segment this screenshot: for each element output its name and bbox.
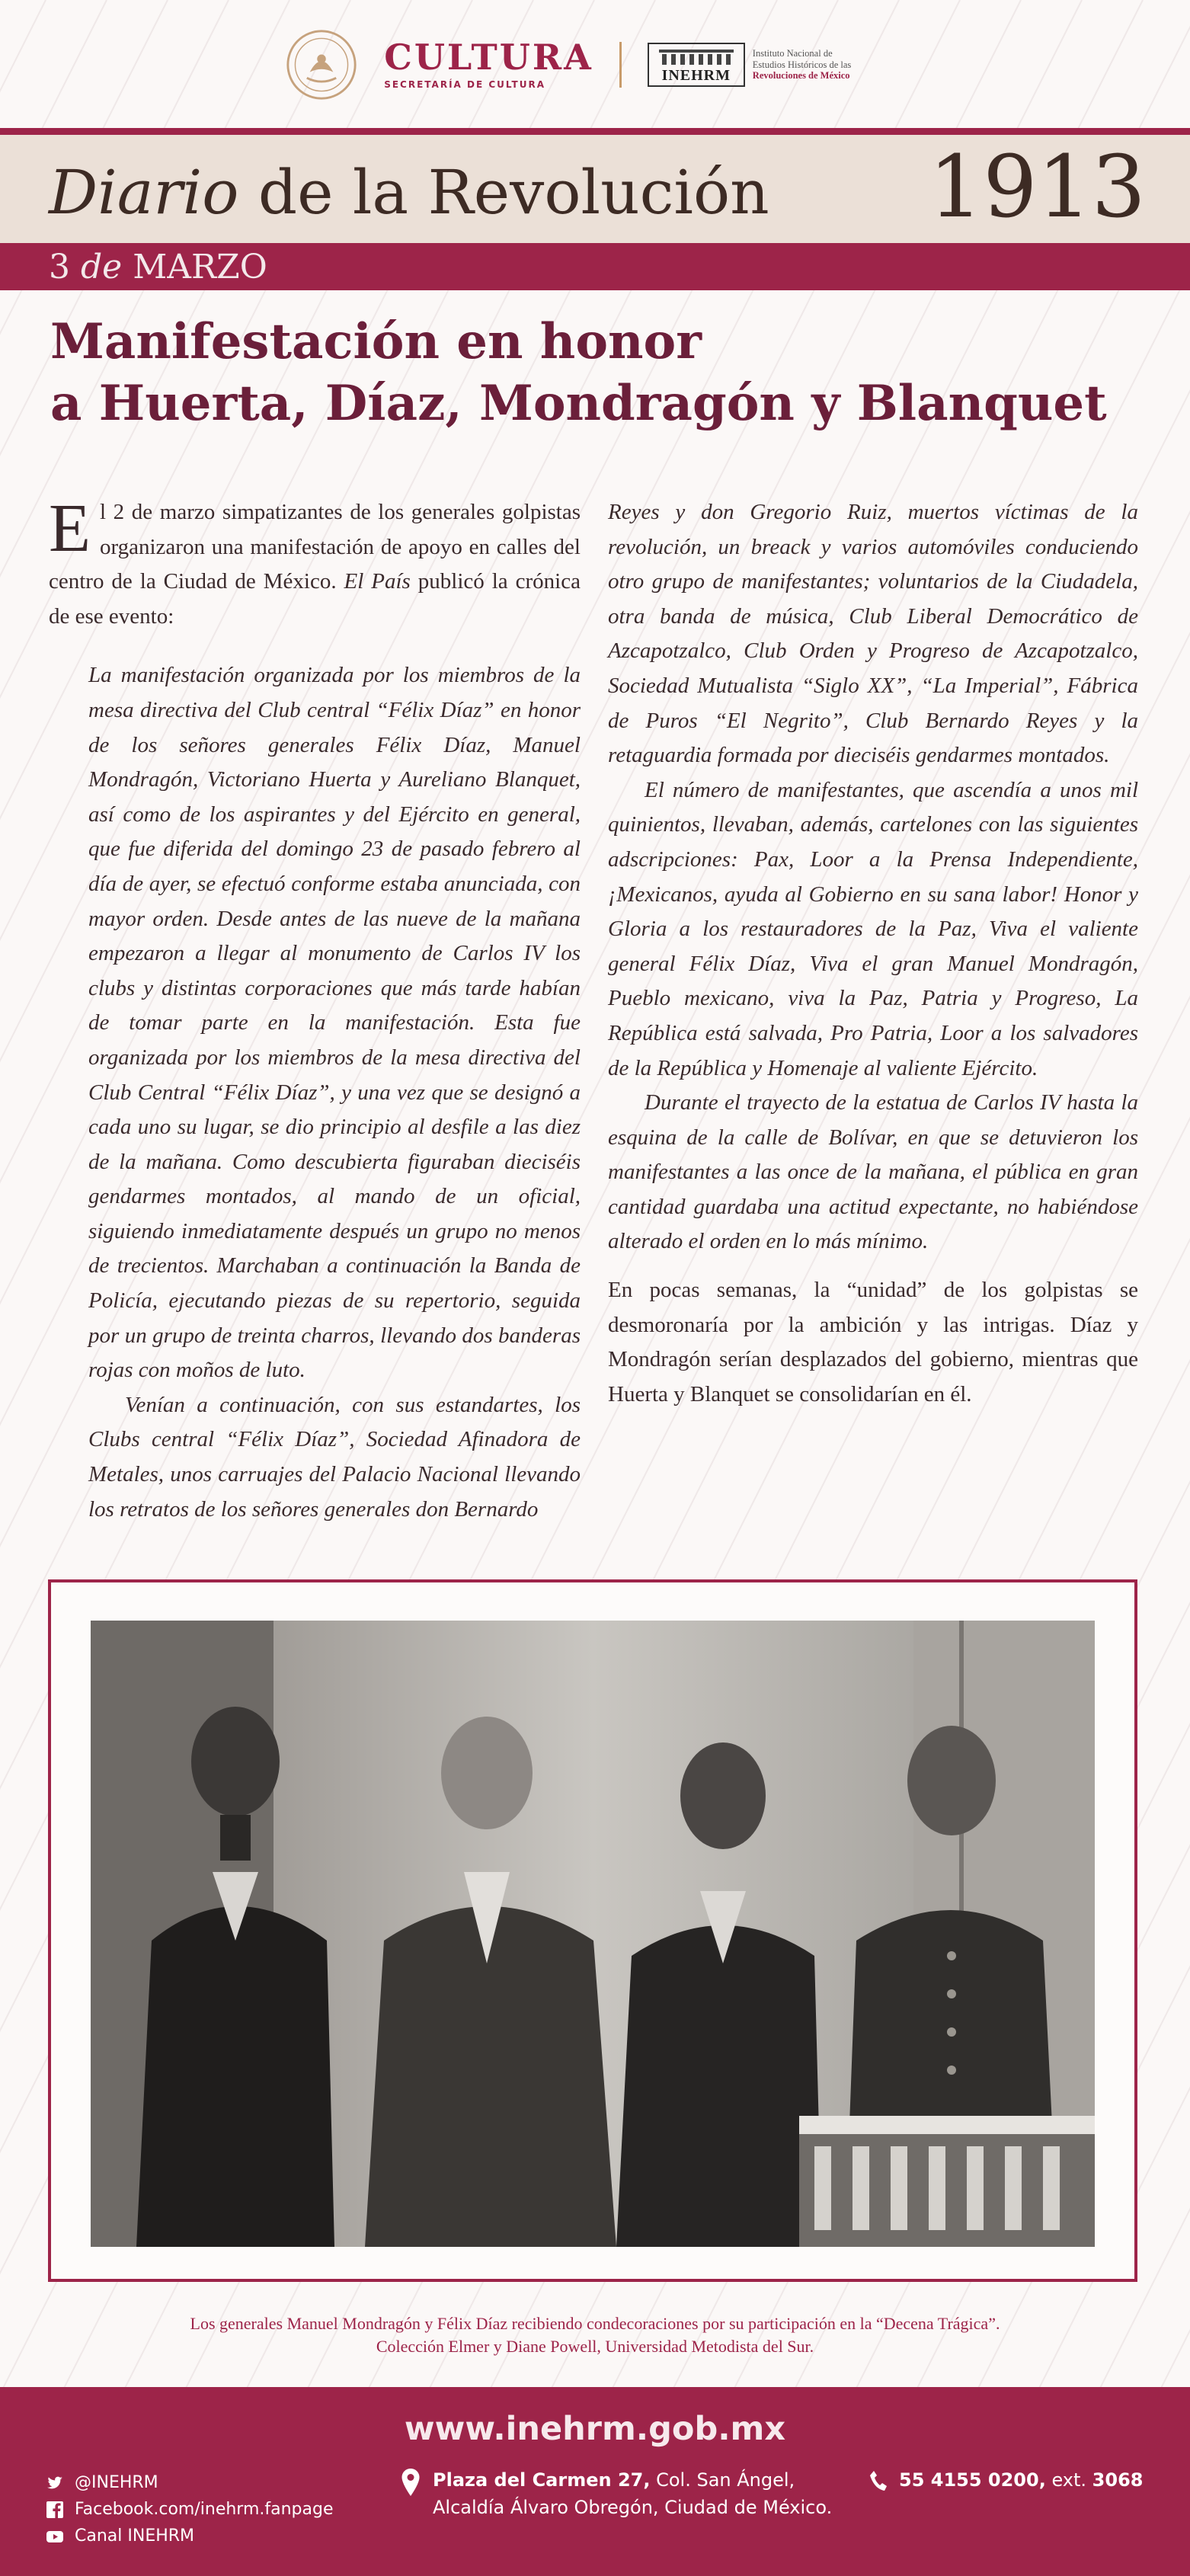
date-month: MARZO — [133, 248, 267, 286]
caption-line: Los generales Manuel Mondragón y Félix Díaz recibiendo condecoraciones por su participación en la “Decena Trágica”. — [190, 2314, 1000, 2333]
twitter-icon — [46, 2474, 64, 2492]
inehrm-desc-line: Revoluciones de México — [752, 70, 850, 82]
newspaper-name: El País — [344, 569, 411, 594]
balustrade — [799, 2116, 1095, 2247]
background-stripe — [0, 0, 46, 2576]
series-title-rest: de la Revolución — [238, 157, 769, 228]
logo-divider — [619, 42, 622, 88]
series-title-italic: Diario — [49, 157, 239, 228]
quote-block-continued — [608, 495, 1138, 1259]
phone[interactable] — [869, 2466, 1143, 2494]
drop-cap: E — [49, 491, 91, 566]
headline-line: Manifestación en honor — [50, 313, 702, 370]
phone-text — [899, 2466, 1143, 2494]
website-link[interactable]: www.inehrm.gob.mx — [404, 2410, 786, 2448]
address-colonia: Col. San Ángel, — [650, 2469, 795, 2491]
facebook-link[interactable] — [46, 2496, 334, 2523]
facebook-url: Facebook.com/inehrm.fanpage — [75, 2500, 334, 2519]
phone-extension: 3068 — [1092, 2469, 1144, 2491]
address-street: Plaza del Carmen 27, — [433, 2469, 651, 2491]
quote-paragraph: La manifestación organizada por los miembros de la mesa directiva del Club central “Félix Díaz” en honor de los señores generales Félix Díaz, Manuel Mondragón, Victoriano Huerta y Aureliano Blanquet, así como de los aspirantes y del Ejército en general, que fue diferida del domingo 23 de pasado febrero al día de ayer, se efectuó conforme estaba anunciada, con mayor orden. Desde antes de las nueve de la mañana empezaron a llegar al monumento de Carlos IV los clubs y distintas corporaciones que más tarde habían de tomar parte en la manifestación. Esta fue organizada por los miembros de la mesa directiva del Club Central “Félix Díaz”, y una vez que se designó a cada uno su lugar, se dio principio al desfile a las diez de la mañana. Como descubierta figuraban dieciséis gendarmes montados, al mando de un oficial, siguiendo inmediatamente después un grupo no menos de trecientos. Marchaban a continuación la Banda de Policía, ejecutando piezas de su repertorio, seguida por un grupo de treinta charros, llevando dos banderas rojas con moños de luto. — [88, 663, 581, 1383]
cultura-logo — [384, 37, 593, 90]
inehrm-desc-line: Estudios Históricos de las — [752, 59, 852, 70]
intro-paragraph — [49, 491, 581, 634]
address-text — [433, 2466, 832, 2521]
mexico-seal-icon — [285, 28, 358, 101]
cultura-name: CULTURA — [384, 37, 593, 78]
inehrm-desc-line: Instituto Nacional de — [752, 48, 833, 59]
date-de: de — [70, 248, 133, 286]
intro-text: l 2 de marzo simpatizantes de los generales golpistas organizaron una manifestación de apoyo en calles del centro de la Ciudad de México. — [49, 500, 581, 594]
twitter-handle: @INEHRM — [75, 2473, 158, 2492]
youtube-icon — [46, 2527, 64, 2546]
youtube-link[interactable] — [46, 2523, 334, 2549]
quote-paragraph-continued: Reyes y don Gregorio Ruiz, muertos víctimas de la revolución, un breack y varios automóviles conduciendo otro grupo de manifestantes; voluntarios de la Ciudadela, otra banda de música, Club Liberal Democrático de Azcapotzalco, Club Orden y Progreso de Azcapotzalco, Sociedad Mutualista “Siglo XX”, “La Imperial”, Fábrica de Puros “El Negrito”, Club Bernardo Reyes y la retaguardia formada por dieciséis gendarmes montados. — [608, 500, 1138, 768]
historical-photo — [91, 1621, 1095, 2247]
building-icon — [654, 46, 738, 66]
address — [401, 2466, 832, 2521]
phone-ext-label: ext. — [1045, 2469, 1092, 2491]
headline — [50, 311, 1147, 435]
photo-frame — [48, 1579, 1137, 2282]
article-column-left — [49, 491, 581, 1527]
article-column-right — [608, 495, 1138, 1412]
quote-block — [49, 658, 581, 1527]
phone-icon — [869, 2469, 888, 2492]
inehrm-acronym: INEHRM — [661, 67, 731, 84]
inehrm-description — [753, 48, 905, 81]
date-bar — [0, 243, 1190, 290]
photo-caption — [76, 2312, 1114, 2358]
footer — [0, 2387, 1190, 2576]
caption-line: Colección Elmer y Diane Powell, Universidad Metodista del Sur. — [376, 2337, 814, 2356]
inehrm-logo — [648, 43, 905, 87]
quote-paragraph: Venían a continuación, con sus estandartes, los Clubs central “Félix Díaz”, Sociedad Afinadora de Metales, unos carruajes del Palacio Nacional llevando los retratos de los señores generales don Bernardo — [88, 1392, 581, 1522]
address-line-1 — [433, 2466, 832, 2494]
youtube-channel: Canal INEHRM — [75, 2526, 195, 2546]
intro-text: publicó la crónica de ese evento: — [49, 569, 581, 629]
header-logos — [0, 0, 1190, 130]
closing-paragraph: En pocas semanas, la “unidad” de los golpistas se desmoronaría por la ambición y las intrigas. Díaz y Mondragón serían desplazados del gobierno, mientras que Huerta y Blanquet se consolidarían en él. — [608, 1278, 1138, 1406]
date — [49, 248, 267, 286]
headline-line: a Huerta, Díaz, Mondragón y Blanquet — [50, 375, 1107, 433]
location-pin-icon — [401, 2468, 421, 2497]
address-line-2: Alcaldía Álvaro Obregón, Ciudad de México. — [433, 2497, 833, 2518]
series-title — [49, 156, 769, 229]
top-rule — [0, 128, 1190, 135]
quote-paragraph: El número de manifestantes, que ascendía a unos mil quinientos, llevaban, además, cartelones con las siguientes adscripciones: Pax, Loor a la Prensa Independiente, ¡Mexicanos, ayuda al Gobierno en su sana labor! Honor y Gloria a los restauradores de la Paz, Viva el valiente general Félix Díaz, Viva el gran Manuel Mondragón, Pueblo mexicano, viva la Paz, Patria y Progreso, La República está salvada, Pro Patria, Loor a los salvadores de la República y Homenaje al valiente Ejército. — [608, 777, 1138, 1080]
cultura-subtitle: SECRETARÍA DE CULTURA — [384, 79, 546, 90]
twitter-link[interactable] — [46, 2469, 334, 2496]
title-banner — [0, 135, 1190, 243]
facebook-icon — [46, 2501, 64, 2519]
phone-number: 55 4155 0200, — [899, 2469, 1046, 2491]
social-links — [46, 2469, 334, 2549]
inehrm-mark — [648, 43, 745, 87]
quote-paragraph: Durante el trayecto de la estatua de Carlos IV hasta la esquina de la calle de Bolívar, en que se detuvieron los manifestantes a las once de la mañana, el pública en gran cantidad guardaba una actitud expectante, no habiéndose alterado el orden en lo más mínimo. — [608, 1090, 1138, 1254]
date-day: 3 — [49, 248, 70, 286]
year: 1913 — [928, 138, 1146, 237]
